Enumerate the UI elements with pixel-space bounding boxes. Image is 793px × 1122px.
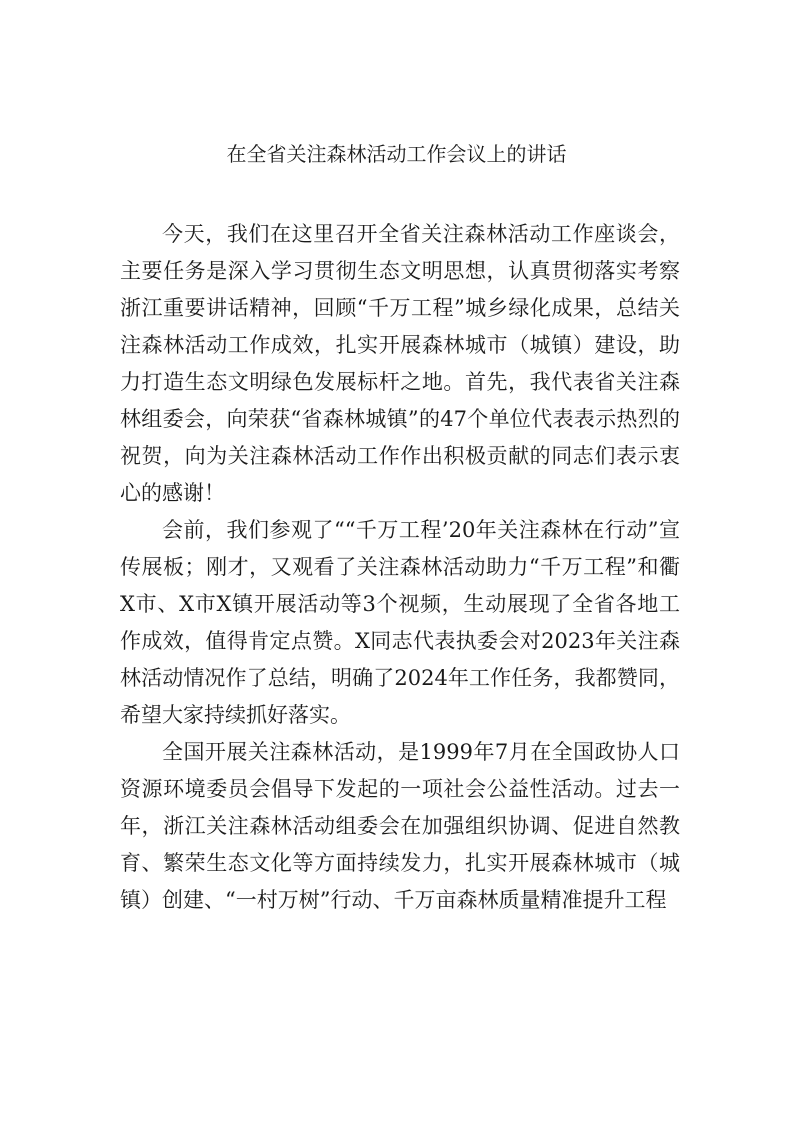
paragraph-1: 今天，我们在这里召开全省关注森林活动工作座谈会，主要任务是深入学习贯彻生态文明思想，认真贯彻落实考察浙江重要讲话精神，回顾“千万工程”城乡绿化成果，总结关注森林活动工作成效，扎实开展森林城市（城镇）建设，助力打造生态文明绿色发展标杆之地。首先，我代表省关注森林组委会，向荣获“省森林城镇”的47个单位代表表示热烈的祝贺，向为关注森林活动工作作出积极贡献的同志们表示衷心的感谢！: [120, 222, 680, 505]
document-body: [120, 216, 680, 919]
paragraph-2: 会前，我们参观了““千万工程’20年关注森林在行动”宣传展板；刚才，又观看了关注森林活动助力“千万工程”和衢X市、X市X镇开展活动等3个视频，生动展现了全省各地工作成效，值得肯定点赞。X同志代表执委会对2023年关注森林活动情况作了总结，明确了2024年工作任务，我都赞同，希望大家持续抓好落实。: [120, 518, 680, 727]
document-title: 在全省关注森林活动工作会议上的讲话: [226, 142, 567, 166]
paragraph-3: 全国开展关注森林活动，是1999年7月在全国政协人口资源环境委员会倡导下发起的一项社会公益性活动。过去一年，浙江关注森林活动组委会在加强组织协调、促进自然教育、繁荣生态文化等方面持续发力，扎实开展森林城市（城镇）创建、“一村万树”行动、千万亩森林质量精准提升工程: [120, 740, 680, 912]
